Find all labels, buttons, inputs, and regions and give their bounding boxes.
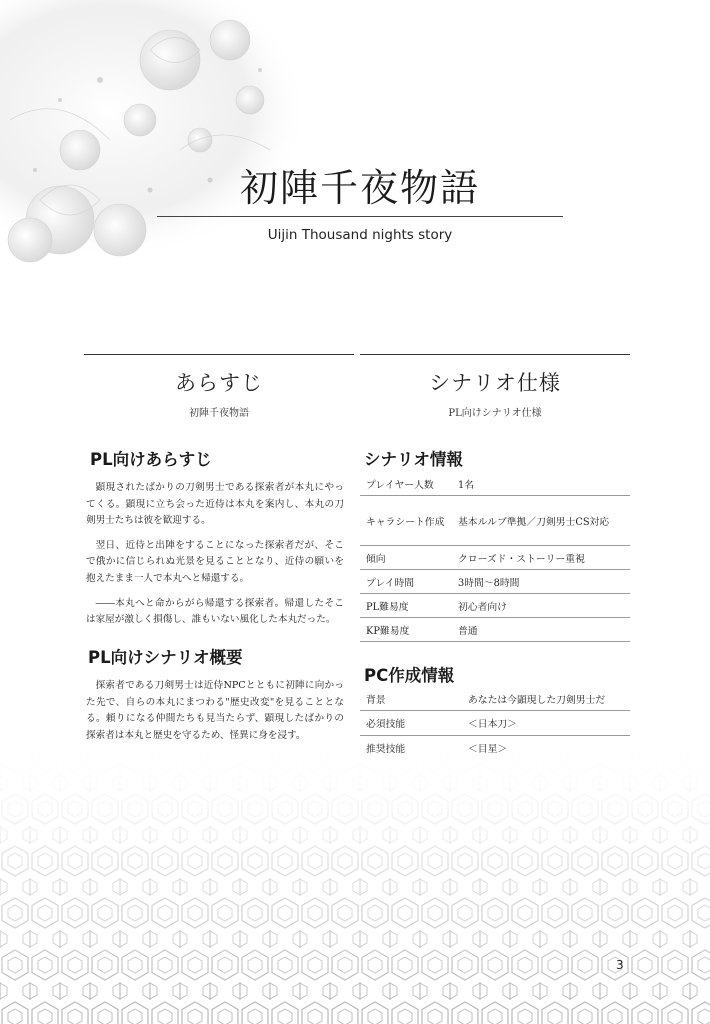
spec-key: キャラシート作成 <box>366 516 445 528</box>
table-row <box>360 546 630 570</box>
pl-overview-title: PL向けシナリオ概要 <box>88 648 243 667</box>
table-row <box>360 736 630 760</box>
spec-key: 推奨技能 <box>366 744 406 755</box>
scenario-info-table <box>360 472 630 642</box>
spec-key: プレイ時間 <box>366 577 415 589</box>
overview-paragraph: 探索者である刀剣男士は近侍NPCとともに初陣に向かった先で、自らの本丸にまつわる"歴史改変"を見ることとなる。頼りになる仲間たちも見当たらず、顕現したばかりの探索者は本丸と歴史を守るため、怪異に身を浸す。 <box>86 680 344 741</box>
column-divider <box>84 354 354 355</box>
spec-key: 必須技能 <box>366 719 406 730</box>
table-row <box>360 711 630 736</box>
spec-value: 初心者向け <box>458 601 507 613</box>
synopsis-subheading: 初陣千夜物語 <box>189 408 249 419</box>
spec-subheading: PL向けシナリオ仕様 <box>448 408 542 419</box>
spec-value: ＜目星＞ <box>468 744 508 755</box>
page-number: 3 <box>616 958 624 972</box>
synopsis-paragraph: 翌日、近侍と出陣をすることになった探索者だが、そこで俄かに信じられぬ光景を見ることとなり、近侍の願いを抱えたまま一人で本丸へと帰還する。 <box>86 539 344 584</box>
table-row <box>360 618 630 642</box>
spec-key: PL難易度 <box>366 601 409 613</box>
scenario-info-title: シナリオ情報 <box>364 450 463 469</box>
spec-key: プレイヤー人数 <box>366 479 434 491</box>
pl-synopsis-body <box>86 480 344 629</box>
spec-key: 傾向 <box>366 553 386 565</box>
spec-key: 背景 <box>366 695 386 706</box>
table-row <box>360 472 630 496</box>
spec-value: クローズド・ストーリー重視 <box>458 553 585 565</box>
table-row <box>360 570 630 594</box>
spec-value: ＜日本刀＞ <box>468 719 517 730</box>
title-block <box>150 160 570 243</box>
spec-value: 1名 <box>458 479 475 491</box>
spec-value: 普通 <box>458 625 478 637</box>
spec-column-header <box>360 354 630 419</box>
spec-value: あなたは今顕現した刀剣男士だ <box>468 695 606 706</box>
spec-key: KP難易度 <box>366 625 410 637</box>
title-divider <box>157 216 563 217</box>
spec-heading: シナリオ仕様 <box>429 371 561 395</box>
main-title: 初陣千夜物語 <box>239 166 480 210</box>
table-row <box>360 688 630 711</box>
spec-value: 基本ルルブ準拠／刀剣男士CS対応 <box>458 516 610 528</box>
table-row <box>360 594 630 618</box>
synopsis-paragraph: ――本丸へと命からがら帰還する探索者。帰還したそこは家屋が激しく損傷し、誰もいない風化した本丸だった。 <box>86 597 344 626</box>
column-divider <box>360 354 630 355</box>
synopsis-heading: あらすじ <box>175 371 263 395</box>
pl-overview-body <box>86 678 344 744</box>
pl-synopsis-title: PL向けあらすじ <box>90 450 212 469</box>
english-subtitle: Uijin Thousand nights story <box>267 227 453 243</box>
table-row <box>360 496 630 546</box>
synopsis-column-header <box>84 354 354 419</box>
floral-corner-illustration <box>0 0 340 300</box>
pc-info-table <box>360 688 630 760</box>
synopsis-paragraph: 顕現されたばかりの刀剣男士である探索者が本丸にやってくる。顕現に立ち会った近侍は本丸を案内し、本丸の刀剣男士たちは彼を歓迎する。 <box>86 482 344 527</box>
hexagon-pattern-background <box>0 740 710 1024</box>
spec-value: 3時間〜8時間 <box>458 577 520 589</box>
pc-info-title: PC作成情報 <box>364 666 455 685</box>
